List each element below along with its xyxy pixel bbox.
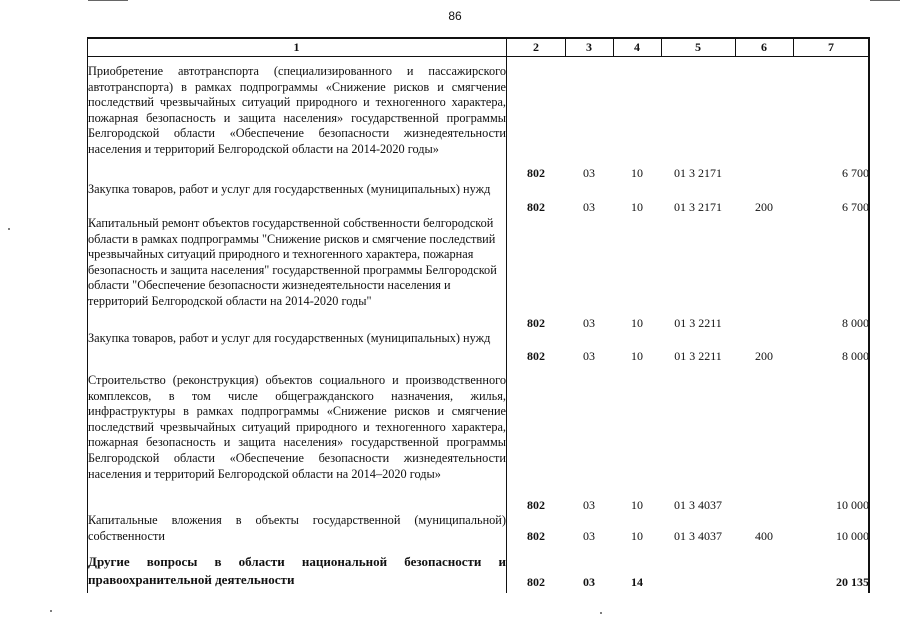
row-section-code: 03	[583, 575, 595, 589]
row-section-code: 03	[583, 498, 595, 512]
row-section-code: 03	[583, 316, 595, 330]
row-section-code: 03	[583, 200, 595, 214]
row-subsection-code: 10	[631, 529, 643, 543]
row-description: Закупка товаров, работ и услуг для государственных (муниципальных) нужд	[88, 182, 491, 196]
row-ministry-code: 802	[527, 166, 545, 180]
row-target-code: 01 3 2211	[674, 349, 722, 363]
row-subsection-code: 10	[631, 166, 643, 180]
row-ministry-code: 802	[527, 498, 545, 512]
row-description: Капитальные вложения в объекты государственной (муниципальной) собственности	[88, 513, 506, 543]
header-col-1: 1	[293, 40, 300, 54]
row-amount: 6 700	[842, 166, 869, 180]
row-subsection-code: 10	[631, 349, 643, 363]
row-description: Строительство (реконструкция) объектов социального и производственного комплексов, в том числе общегражданского назначения, жилья, инфраструктуры в рамках подпрограммы «Снижение рисков и смягчение последствий чрезвычайных ситуаций природного и техногенного характера, пожарная безопасность и защита населения» государственной программы Белгородской области «Обеспечение безопасности жизнедеятельности населения и территорий Белгородской области на 2014–2020 годы»	[88, 373, 506, 481]
row-ministry-code: 802	[527, 349, 545, 363]
row-target-code: 01 3 4037	[674, 498, 722, 512]
row-description: Капитальный ремонт объектов государственной собственности белгородской области в рамках подпрограммы "Снижение рисков и смягчение последствий чрезвычайных ситуаций природного и техногенного характера, пожарная безопасность и защита населения" государственной программы Белгородской области "Обеспечение безопасности жизнедеятельности населения и территорий Белгородской области на 2014-2020 годы"	[88, 216, 497, 308]
scan-edge-mark	[88, 0, 128, 1]
header-col-4: 4	[634, 40, 640, 54]
header-bottom-border	[87, 56, 869, 57]
row-ministry-code: 802	[527, 575, 545, 589]
scan-speck	[600, 612, 602, 614]
scan-speck	[50, 610, 52, 612]
row-subsection-code: 14	[631, 575, 643, 589]
row-subsection-code: 10	[631, 498, 643, 512]
row-description: Закупка товаров, работ и услуг для государственных (муниципальных) нужд	[88, 331, 491, 345]
row-description: Другие вопросы в области национальной безопасности и правоохранительной деятельности	[88, 554, 506, 587]
row-amount: 6 700	[842, 200, 869, 214]
header-col-7: 7	[828, 40, 834, 54]
row-ministry-code: 802	[527, 316, 545, 330]
row-description: Приобретение автотранспорта (специализированного и пассажирского автотранспорта) в рамках подпрограммы «Снижение рисков и смягчение последствий чрезвычайных ситуаций природного и техногенного характера, пожарная безопасность и защита населения» государственной программы Белгородской области «Обеспечение безопасности жизнедеятельности населения и территорий Белгородской области на 2014-2020 годы»	[88, 64, 506, 156]
row-amount: 8 000	[842, 316, 869, 330]
row-section-code: 03	[583, 349, 595, 363]
row-amount: 8 000	[842, 349, 869, 363]
row-subsection-code: 10	[631, 200, 643, 214]
row-amount: 20 135	[836, 575, 869, 589]
row-ministry-code: 802	[527, 200, 545, 214]
row-expense-type: 400	[755, 529, 773, 543]
row-target-code: 01 3 2171	[674, 166, 722, 180]
row-subsection-code: 10	[631, 316, 643, 330]
row-amount: 10 000	[836, 498, 869, 512]
row-expense-type: 200	[755, 349, 773, 363]
header-col-2: 2	[533, 40, 539, 54]
scan-edge-mark	[870, 0, 900, 1]
row-amount: 10 000	[836, 529, 869, 543]
row-target-code: 01 3 2171	[674, 200, 722, 214]
row-target-code: 01 3 4037	[674, 529, 722, 543]
row-section-code: 03	[583, 529, 595, 543]
row-ministry-code: 802	[527, 529, 545, 543]
page-number: 86	[448, 9, 462, 23]
row-section-code: 03	[583, 166, 595, 180]
header-col-5: 5	[695, 40, 701, 54]
header-col-6: 6	[761, 40, 767, 54]
row-expense-type: 200	[755, 200, 773, 214]
header-col-3: 3	[586, 40, 592, 54]
budget-table	[87, 37, 869, 593]
row-target-code: 01 3 2211	[674, 316, 722, 330]
scan-speck	[8, 228, 10, 230]
